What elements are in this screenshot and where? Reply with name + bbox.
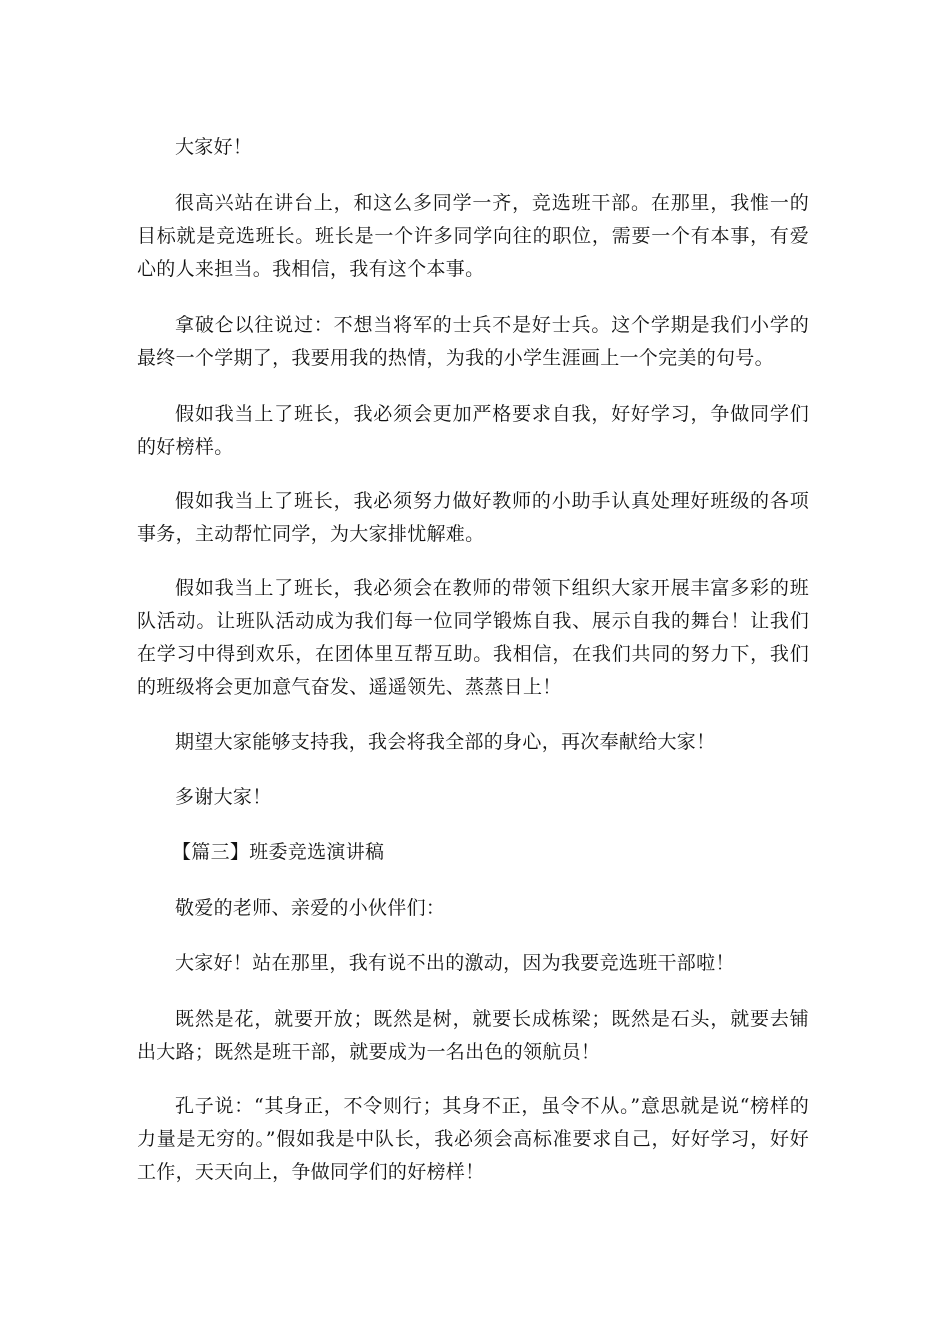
paragraph-promise-2: 假如我当上了班长，我必须努力做好教师的小助手认真处理好班级的各项事务，主动帮忙同学，为大家排忧解难。	[137, 490, 809, 545]
paragraph-greeting-2: 大家好！站在那里，我有说不出的激动，因为我要竞选班干部啦！	[175, 952, 735, 974]
paragraph-promise-3: 假如我当上了班长，我必须会在教师的带领下组织大家开展丰富多彩的班队活动。让班队活动成为我们每一位同学锻炼自我、展示自我的舞台！让我们在学习中得到欢乐，在团体里互帮互助。我相信，在我们共同的努力下，我们的班级将会更加意气奋发、遥遥领先、蒸蒸日上！	[137, 577, 809, 698]
paragraph-confucius: 孔子说：“其身正，不令则行；其身不正，虽令不从。”意思就是说“榜样的力量是无穷的。”假如我是中队长，我必须会高标准要求自己，好好学习，好好工作，天天向上，争做同学们的好榜样！	[137, 1095, 809, 1183]
paragraph-hope: 期望大家能够支持我，我会将我全部的身心，再次奉献给大家！	[175, 731, 716, 753]
paragraph-salutation: 敬爱的老师、亲爱的小伙伴们：	[175, 897, 446, 919]
paragraph-promise-1: 假如我当上了班长，我必须会更加严格要求自我，好好学习，争做同学们的好榜样。	[137, 403, 809, 458]
section-heading: 【篇三】班委竞选演讲稿	[172, 841, 385, 863]
paragraph-thanks: 多谢大家！	[175, 786, 272, 808]
paragraph-intro: 很高兴站在讲台上，和这么多同学一齐，竞选班干部。在那里，我惟一的目标就是竞选班长。班长是一个许多同学向往的职位，需要一个有本事，有爱心的人来担当。我相信，我有这个本事。	[137, 192, 809, 280]
paragraph-metaphor: 既然是花，就要开放；既然是树，就要长成栋梁；既然是石头，就要去铺出大路；既然是班干部，就要成为一名出色的领航员！	[137, 1008, 809, 1063]
paragraph-greeting: 大家好！	[175, 136, 253, 158]
paragraph-napoleon: 拿破仑以往说过：不想当将军的士兵不是好士兵。这个学期是我们小学的最终一个学期了，我要用我的热情，为我的小学生涯画上一个完美的句号。	[137, 314, 809, 369]
